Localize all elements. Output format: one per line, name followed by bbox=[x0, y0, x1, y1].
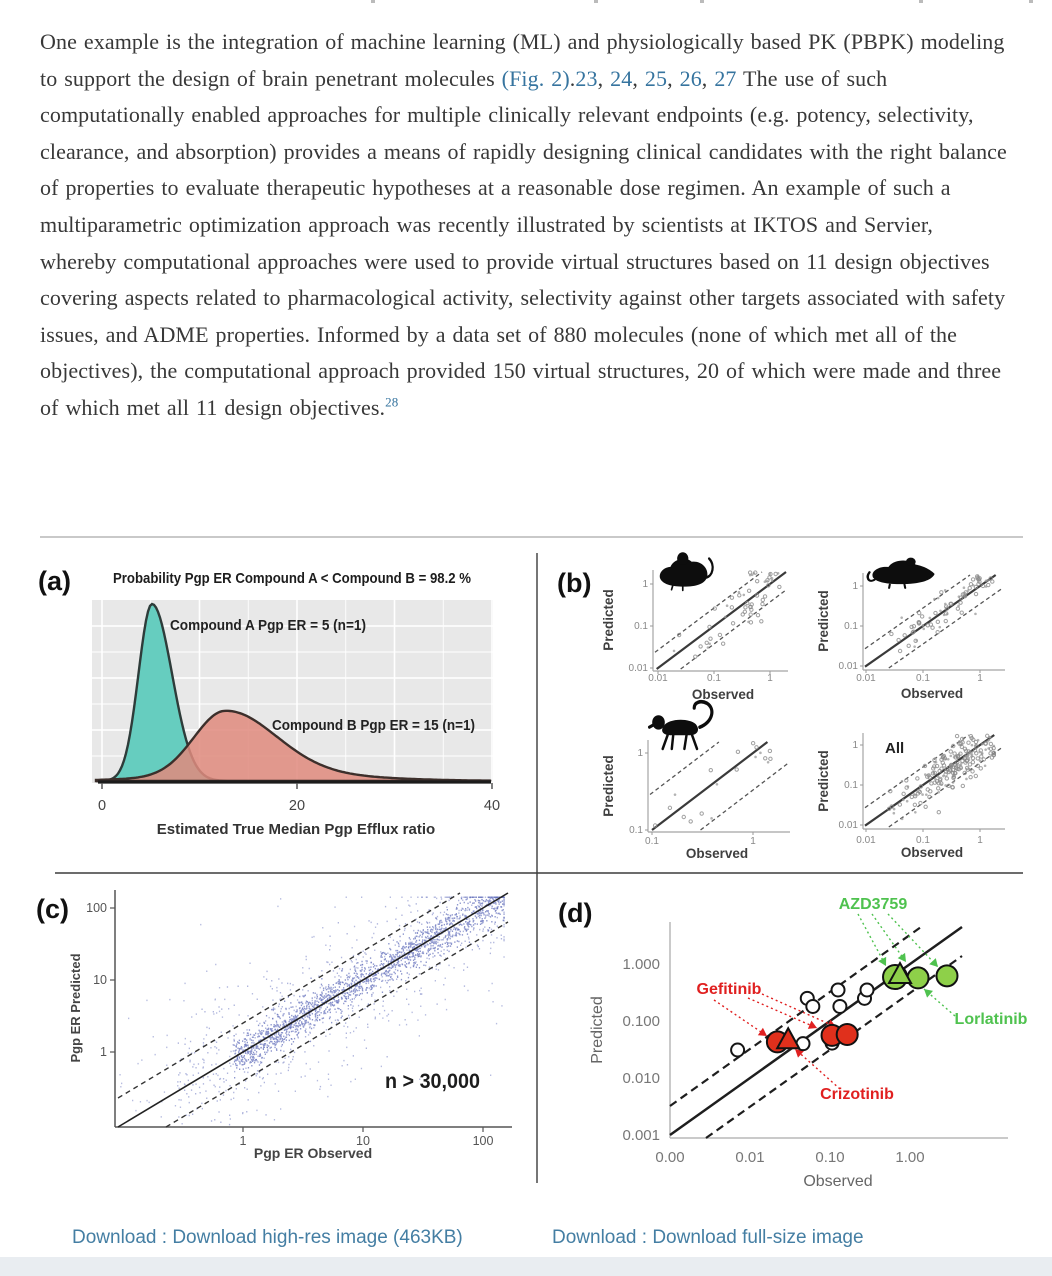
paragraph-text: . bbox=[569, 65, 576, 91]
data-point bbox=[991, 580, 994, 583]
x-axis-label: Observed bbox=[900, 845, 964, 860]
subplot-all-label: All bbox=[885, 740, 905, 757]
figure-link[interactable]: (Fig. 2) bbox=[501, 65, 570, 91]
annotation-arrow bbox=[858, 914, 886, 966]
data-point bbox=[934, 611, 937, 614]
figure-2 bbox=[0, 550, 1052, 1190]
data-point bbox=[931, 626, 934, 629]
data-point bbox=[893, 808, 896, 811]
y-axis-label: Predicted bbox=[601, 589, 616, 651]
panel-c-scatter-chart bbox=[68, 890, 512, 1161]
paragraph-text: , bbox=[632, 65, 645, 91]
data-point bbox=[755, 746, 758, 749]
data-point bbox=[960, 611, 963, 614]
y-tick-label: 0.1 bbox=[634, 621, 648, 632]
y-axis-label: Pgp ER Predicted bbox=[68, 953, 83, 1063]
data-point bbox=[730, 606, 733, 609]
open-circle-point bbox=[731, 1043, 744, 1056]
data-point bbox=[986, 579, 989, 582]
data-point bbox=[944, 589, 947, 592]
data-point bbox=[890, 632, 893, 635]
data-point bbox=[974, 774, 977, 777]
x-tick-label: 10 bbox=[356, 1134, 370, 1148]
x-tick-label: 0.1 bbox=[645, 836, 659, 847]
data-point bbox=[921, 793, 924, 796]
paragraph-text: , bbox=[701, 65, 715, 91]
data-point bbox=[710, 817, 713, 820]
y-tick-label: 0.1 bbox=[629, 825, 643, 836]
data-point bbox=[929, 790, 932, 793]
data-point bbox=[901, 818, 904, 821]
data-point bbox=[913, 803, 916, 806]
open-circle-point bbox=[860, 983, 873, 996]
data-point bbox=[777, 572, 780, 575]
y-axis-label: Predicted bbox=[601, 755, 616, 817]
data-point bbox=[915, 639, 918, 642]
x-tick-label: 0.1 bbox=[916, 835, 930, 846]
icon-ear bbox=[906, 558, 916, 566]
y-tick-label: 0.01 bbox=[838, 661, 858, 672]
data-point bbox=[981, 743, 984, 746]
n-annotation: n > 30,000 bbox=[385, 1070, 480, 1093]
previous-line-fragment bbox=[371, 0, 375, 3]
citation-link[interactable]: 25 bbox=[644, 65, 668, 91]
x-axis-label: Pgp ER Observed bbox=[253, 1145, 373, 1161]
data-point bbox=[764, 757, 767, 760]
annotation-arrow bbox=[762, 994, 836, 1027]
data-point bbox=[969, 775, 972, 778]
data-point bbox=[769, 757, 772, 760]
data-point bbox=[936, 620, 939, 623]
data-point bbox=[940, 767, 943, 770]
data-point bbox=[743, 610, 746, 613]
data-point bbox=[977, 739, 980, 742]
data-point bbox=[925, 793, 928, 796]
data-point bbox=[934, 757, 937, 760]
y-tick-label: 0.01 bbox=[628, 663, 648, 674]
x-tick-label: 0.00 bbox=[655, 1149, 685, 1166]
panel-a-x-axis-label: Estimated True Median Pgp Efflux ratio bbox=[156, 821, 436, 838]
data-point bbox=[940, 591, 943, 594]
data-point bbox=[976, 757, 979, 760]
data-point bbox=[952, 781, 955, 784]
glossary-term-link[interactable]: pharmacological activity bbox=[287, 285, 508, 311]
glossary-term-link[interactable]: dose regimen bbox=[619, 175, 741, 201]
panel-letter-d: (d) bbox=[558, 898, 593, 928]
citation-link[interactable]: 27 bbox=[714, 65, 737, 91]
data-point bbox=[978, 751, 981, 754]
y-tick-label: 1 bbox=[637, 748, 643, 759]
data-point bbox=[763, 595, 766, 598]
data-point bbox=[949, 750, 952, 753]
data-point bbox=[924, 805, 927, 808]
data-point bbox=[903, 634, 906, 637]
data-point bbox=[898, 649, 901, 652]
data-point bbox=[980, 755, 983, 758]
data-point bbox=[979, 760, 982, 763]
x-axis-label: Observed bbox=[685, 846, 749, 861]
data-point bbox=[906, 800, 909, 803]
data-point bbox=[963, 586, 966, 589]
data-point bbox=[959, 601, 962, 604]
data-point bbox=[900, 616, 903, 619]
compound-a-label: Compound A Pgp ER = 5 (n=1) bbox=[170, 618, 367, 634]
data-point bbox=[910, 795, 913, 798]
data-point bbox=[971, 756, 974, 759]
data-point bbox=[971, 578, 974, 581]
x-tick-label: 0.01 bbox=[735, 1149, 765, 1166]
data-point bbox=[738, 591, 741, 594]
panel-b-subplot-mouse bbox=[601, 552, 788, 702]
icon-ear bbox=[677, 552, 688, 565]
data-point bbox=[738, 594, 741, 597]
icon-body bbox=[662, 720, 698, 735]
x-tick-label: 1 bbox=[239, 1134, 247, 1148]
open-circle-point bbox=[833, 1000, 846, 1013]
icon-body bbox=[872, 561, 934, 585]
data-point bbox=[917, 611, 920, 614]
data-point bbox=[778, 585, 781, 588]
data-point bbox=[730, 596, 733, 599]
data-point bbox=[768, 749, 771, 752]
data-point bbox=[742, 594, 745, 597]
data-point bbox=[768, 576, 771, 579]
red-circle-point bbox=[837, 1024, 858, 1045]
data-point bbox=[945, 777, 948, 780]
x-tick-label: 0.01 bbox=[648, 673, 668, 684]
data-point bbox=[724, 616, 727, 619]
data-point bbox=[957, 604, 960, 607]
data-point bbox=[930, 782, 933, 785]
data-point bbox=[768, 573, 771, 576]
y-tick-label: 1 bbox=[642, 579, 648, 590]
y-tick-label: 0.100 bbox=[622, 1013, 660, 1030]
data-point bbox=[897, 638, 900, 641]
data-point bbox=[922, 628, 925, 631]
previous-line-fragment bbox=[1029, 0, 1033, 3]
footer-strip bbox=[0, 1257, 1052, 1276]
data-point bbox=[747, 589, 750, 592]
data-point bbox=[960, 767, 963, 770]
data-point bbox=[731, 622, 734, 625]
data-point bbox=[984, 764, 987, 767]
data-point bbox=[748, 571, 751, 574]
lower-bound-line bbox=[166, 922, 508, 1127]
paragraph-text: , bbox=[667, 65, 680, 91]
open-circle-point bbox=[806, 1000, 819, 1013]
data-point bbox=[914, 811, 917, 814]
data-point bbox=[708, 642, 711, 645]
data-point bbox=[967, 741, 970, 744]
x-tick-label: 0.1 bbox=[916, 673, 930, 684]
data-point bbox=[913, 645, 916, 648]
panel-b-subplot-monkey bbox=[601, 702, 790, 861]
previous-line-fragment bbox=[594, 0, 598, 3]
drug-label-gefitinib: Gefitinib bbox=[696, 981, 762, 998]
data-point bbox=[946, 613, 949, 616]
parity-line bbox=[670, 927, 962, 1135]
data-point bbox=[940, 783, 943, 786]
y-axis-label: Predicted bbox=[816, 590, 831, 652]
icon-head bbox=[652, 715, 665, 729]
data-point bbox=[902, 799, 905, 802]
data-point bbox=[960, 762, 963, 765]
lower-bound-line bbox=[701, 763, 788, 830]
citation-link[interactable]: 24 bbox=[610, 65, 633, 91]
y-tick-label: 10 bbox=[93, 973, 107, 987]
icon-tail bbox=[694, 702, 712, 727]
data-point bbox=[928, 617, 931, 620]
data-point bbox=[774, 572, 777, 575]
data-point bbox=[986, 734, 989, 737]
data-point bbox=[953, 756, 956, 759]
data-point bbox=[674, 793, 677, 796]
data-point bbox=[965, 778, 968, 781]
x-tick-label: 100 bbox=[472, 1134, 494, 1148]
upper-bound-line bbox=[670, 927, 921, 1106]
data-point bbox=[953, 752, 956, 755]
x-tick-label: 1 bbox=[977, 673, 983, 684]
annotation-arrow bbox=[888, 914, 938, 967]
data-point bbox=[949, 755, 952, 758]
data-point bbox=[968, 768, 971, 771]
drug-label-lorlatinib: Lorlatinib bbox=[954, 1011, 1028, 1028]
data-point bbox=[902, 792, 905, 795]
data-point bbox=[756, 613, 759, 616]
data-point bbox=[950, 764, 953, 767]
data-point bbox=[920, 615, 923, 618]
data-point bbox=[956, 607, 959, 610]
y-tick-label: 0.1 bbox=[844, 780, 858, 791]
data-point bbox=[967, 757, 970, 760]
monkey-icon bbox=[649, 702, 712, 749]
download-high-res-link[interactable]: Download : Download high-res image (463KB) bbox=[72, 1227, 463, 1248]
data-point bbox=[975, 743, 978, 746]
y-tick-label: 1.000 bbox=[622, 956, 660, 973]
data-point bbox=[747, 621, 750, 624]
data-point bbox=[771, 579, 774, 582]
data-point bbox=[943, 614, 946, 617]
x-tick-label: 0.1 bbox=[707, 673, 721, 684]
data-point bbox=[907, 644, 910, 647]
data-point bbox=[933, 598, 936, 601]
panel-letter-a: (a) bbox=[38, 566, 71, 596]
data-point bbox=[760, 620, 763, 623]
data-point bbox=[689, 820, 692, 823]
data-point bbox=[966, 755, 969, 758]
data-point bbox=[937, 791, 940, 794]
y-tick-label: 0.01 bbox=[838, 820, 858, 831]
y-tick-label: 0.1 bbox=[844, 621, 858, 632]
panel-letter-c: (c) bbox=[36, 894, 69, 924]
y-axis-label: Predicted bbox=[589, 996, 606, 1064]
y-tick-label: 1 bbox=[100, 1045, 107, 1059]
x-tick-label: 0 bbox=[97, 798, 107, 814]
data-point bbox=[938, 626, 941, 629]
x-tick-label: 1 bbox=[767, 673, 773, 684]
mouse-icon bbox=[660, 552, 713, 590]
data-point bbox=[766, 580, 769, 583]
data-point bbox=[958, 595, 961, 598]
data-point bbox=[751, 573, 754, 576]
y-tick-label: 1 bbox=[852, 740, 858, 751]
download-full-size-link[interactable]: Download : Download full-size image bbox=[552, 1227, 864, 1248]
data-point bbox=[944, 619, 947, 622]
data-point bbox=[668, 806, 671, 809]
drug-label-crizotinib: Crizotinib bbox=[820, 1086, 894, 1103]
lower-bound-line bbox=[889, 588, 1003, 668]
paragraph-text: . An example of such a multiparametric optimization approach was recently illustrated by scientists at IKTOS and Servier, whereby computational approaches were used to provide virtual structures based on 11 design objectives covering aspects related to bbox=[40, 175, 990, 311]
x-tick-label: 1.00 bbox=[895, 1149, 925, 1166]
x-tick-label: 0.01 bbox=[856, 835, 876, 846]
data-point bbox=[699, 645, 702, 648]
data-point bbox=[767, 761, 770, 764]
compound-b-label: Compound B Pgp ER = 15 (n=1) bbox=[272, 718, 476, 734]
data-point bbox=[735, 768, 738, 771]
data-point bbox=[898, 803, 901, 806]
data-point bbox=[718, 633, 721, 636]
data-point bbox=[673, 650, 676, 653]
annotation-arrowhead bbox=[929, 958, 938, 967]
green-circle-point bbox=[936, 965, 957, 986]
panel-letter-b: (b) bbox=[557, 568, 592, 598]
x-tick-label: 0.10 bbox=[815, 1149, 845, 1166]
data-point bbox=[751, 741, 754, 744]
data-point bbox=[682, 815, 685, 818]
paragraph-text: , selectivity against other targets associated with safety issues, and ADME properties. Informed by a data set of 880 molecules (none of which met all of the objectives), the computational approach provided 150 virtual structures, 20 of which were made and three of which met all 11 design objectives. bbox=[40, 285, 1006, 420]
data-point bbox=[726, 604, 729, 607]
data-point bbox=[955, 734, 958, 737]
data-point bbox=[749, 621, 752, 624]
citation-link[interactable]: 23 bbox=[575, 65, 598, 91]
x-tick-label: 40 bbox=[483, 798, 501, 814]
open-circle-point bbox=[832, 983, 845, 996]
data-point bbox=[936, 787, 939, 790]
icon-legs bbox=[663, 735, 697, 749]
rat-icon bbox=[868, 558, 935, 588]
data-point bbox=[989, 742, 992, 745]
data-point bbox=[761, 602, 764, 605]
previous-line-fragment bbox=[700, 0, 704, 3]
data-point bbox=[694, 655, 697, 658]
annotation-arrow bbox=[872, 914, 906, 962]
data-point bbox=[755, 579, 758, 582]
data-point bbox=[893, 812, 896, 815]
y-tick-label: 0.010 bbox=[622, 1070, 660, 1087]
x-tick-label: 0.01 bbox=[856, 673, 876, 684]
data-point bbox=[709, 637, 712, 640]
data-point bbox=[700, 812, 703, 815]
data-point bbox=[744, 606, 747, 609]
data-point bbox=[922, 624, 925, 627]
y-tick-label: 100 bbox=[86, 901, 107, 915]
parity-line bbox=[652, 742, 767, 830]
panel-b-subplot-all bbox=[816, 733, 1005, 860]
data-point bbox=[974, 613, 977, 616]
data-point bbox=[901, 780, 904, 783]
data-point bbox=[935, 761, 938, 764]
data-point bbox=[972, 584, 975, 587]
data-point bbox=[928, 774, 931, 777]
data-point bbox=[947, 758, 950, 761]
data-point bbox=[761, 598, 764, 601]
data-point bbox=[988, 739, 991, 742]
reference-superscript-link[interactable]: 28 bbox=[385, 394, 399, 410]
data-point bbox=[971, 770, 974, 773]
citation-link[interactable]: 26 bbox=[679, 65, 702, 91]
panel-b-subplot-rat bbox=[816, 558, 1005, 701]
previous-line-fragment bbox=[919, 0, 923, 3]
data-point bbox=[759, 752, 762, 755]
x-tick-label: 1 bbox=[977, 835, 983, 846]
data-point bbox=[974, 592, 977, 595]
data-point bbox=[979, 767, 982, 770]
data-point bbox=[981, 753, 984, 756]
green-circle-point bbox=[908, 967, 929, 988]
paragraph-text: The use of such computationally enabled approaches for multiple clinically relevant endpoints (e.g. potency, selectivity, clearance, and absorption) provides a means of rapidly designing clinical candidates with the right balance of properties to evaluate therapeutic hypotheses at a reasonable bbox=[40, 65, 1007, 201]
data-point bbox=[937, 810, 940, 813]
icon-snout bbox=[649, 725, 653, 727]
data-point bbox=[771, 577, 774, 580]
annotation-arrowhead bbox=[898, 953, 906, 962]
data-point bbox=[721, 642, 724, 645]
data-point bbox=[961, 784, 964, 787]
data-point bbox=[716, 783, 719, 786]
panel-a-title: Probability Pgp ER Compound A < Compound B = 98.2 % bbox=[113, 570, 471, 587]
y-tick-label: 1 bbox=[852, 581, 858, 592]
paragraph-text: One example is the integration of machine learning (ML) and physiologically based PK (PBPK) modeling to support the design of brain penetrant molecules bbox=[40, 29, 1005, 91]
data-point bbox=[736, 750, 739, 753]
drug-label-azd3759: AZD3759 bbox=[838, 896, 908, 913]
data-point bbox=[944, 603, 947, 606]
x-axis-label: Observed bbox=[803, 1173, 873, 1190]
data-point bbox=[705, 641, 708, 644]
panel-a-density-chart bbox=[92, 570, 500, 838]
figure-top-divider bbox=[40, 536, 1023, 538]
panel-d-drug-scatter-chart bbox=[589, 896, 1028, 1190]
x-axis-label: Observed bbox=[691, 687, 755, 702]
data-point bbox=[916, 777, 919, 780]
x-tick-label: 1 bbox=[750, 836, 756, 847]
data-point bbox=[939, 609, 942, 612]
data-point bbox=[937, 775, 940, 778]
icon-feet bbox=[889, 585, 905, 589]
data-point bbox=[971, 761, 974, 764]
y-tick-label: 0.001 bbox=[622, 1127, 660, 1144]
data-point bbox=[707, 646, 710, 649]
x-axis-label: Observed bbox=[900, 686, 964, 701]
annotation-arrowhead bbox=[758, 1028, 767, 1036]
data-point bbox=[968, 586, 971, 589]
data-point bbox=[984, 748, 987, 751]
paragraph-text: , bbox=[597, 65, 611, 91]
article-paragraph bbox=[40, 24, 1016, 427]
data-point bbox=[709, 768, 712, 771]
x-tick-label: 20 bbox=[288, 798, 306, 814]
data-point bbox=[971, 744, 974, 747]
data-point bbox=[754, 756, 757, 759]
data-point bbox=[937, 597, 940, 600]
figure-image bbox=[0, 550, 1052, 1190]
y-axis-label: Predicted bbox=[816, 750, 831, 812]
annotation-arrow bbox=[714, 1000, 767, 1036]
